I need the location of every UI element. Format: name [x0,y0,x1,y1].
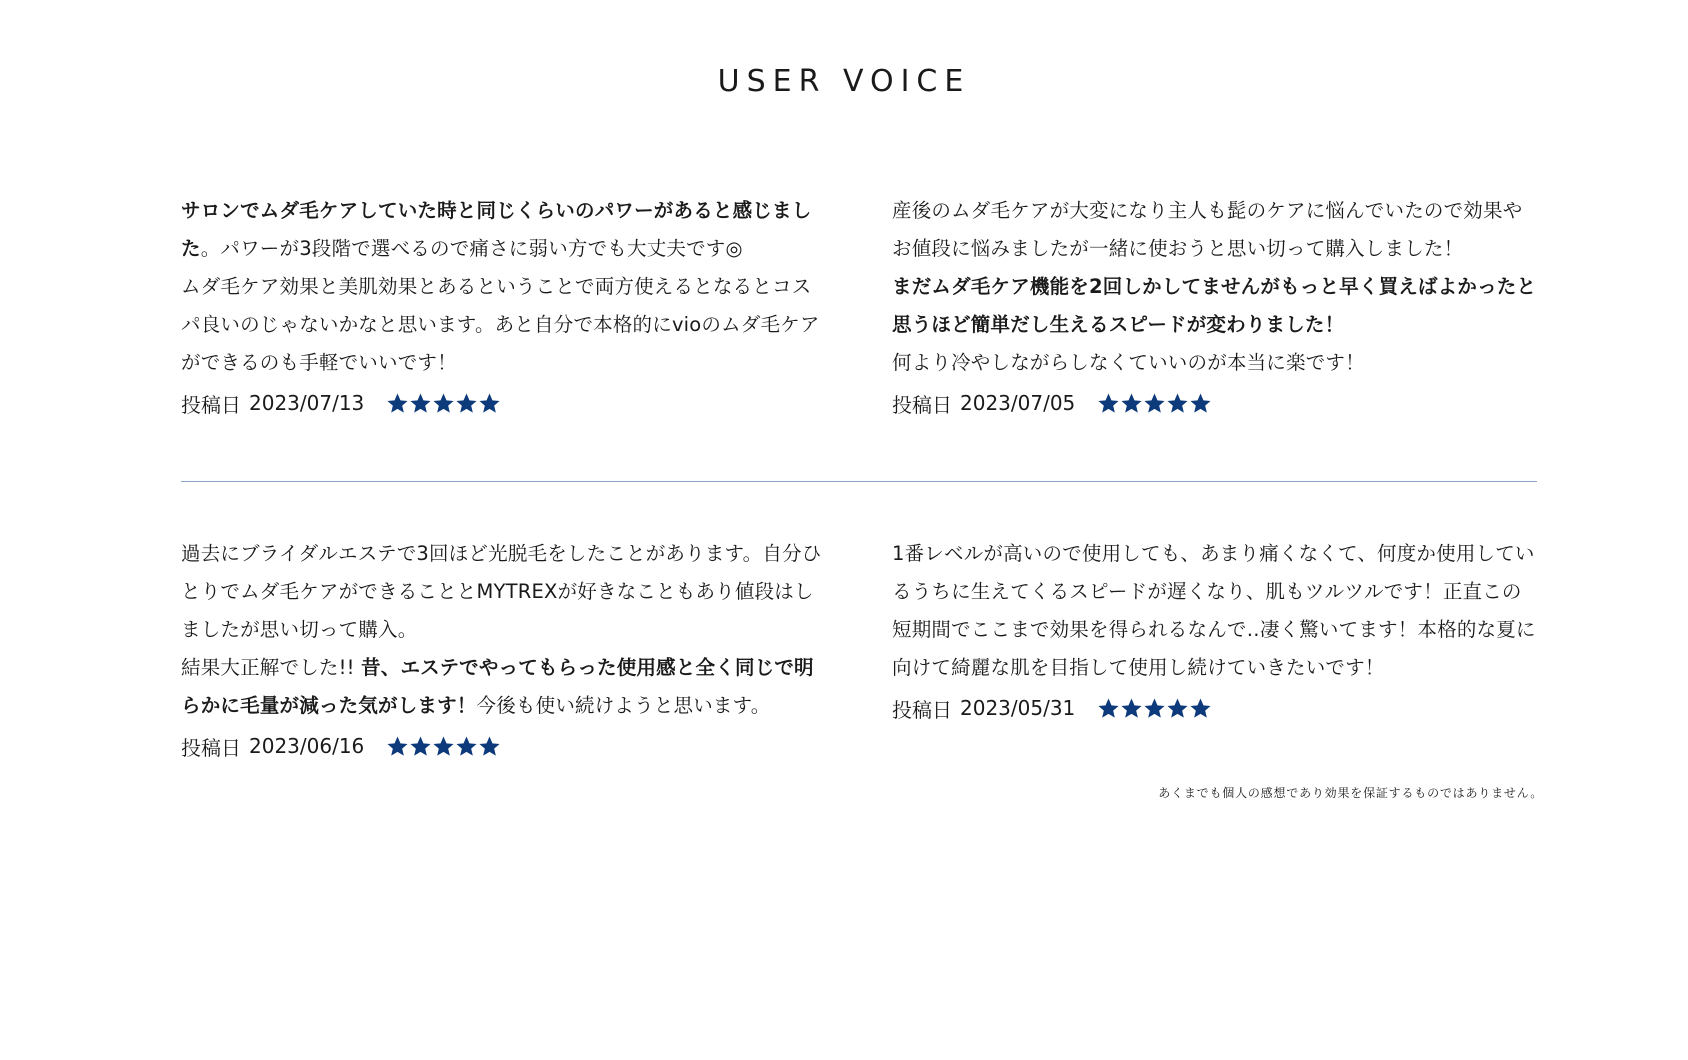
review-text-run: 。パワーが3段階で選べるので痛さに弱い方でも大丈夫です◎ [200,237,743,260]
review-card [181,192,829,419]
review-date: 2023/05/31 [960,696,1076,720]
review-text-run: 産後のムダ毛ケアが大変になり主人も髭のケアに悩んでいたので効果やお値段に悩みましたが一緒に使おうと思い切って購入しました！ [892,199,1523,260]
star-rating [1097,392,1212,415]
review-text [892,535,1540,687]
star-icon [1189,697,1212,720]
star-icon [1143,697,1166,720]
star-icon [1189,392,1212,415]
review-text-highlight: まだムダ毛ケア機能を2回しかしてませんがもっと早く買えばよかったと思うほど簡単だし生えるスピードが変わりました！ [892,275,1537,336]
review-text-highlight: サロンでムダ毛ケアしていた時と同じくらいのパワーがあると感じました [181,199,812,260]
star-icon [432,392,455,415]
review-text-run: ムダ毛ケア効果と美肌効果とあるということで両方使えるとなるとコスパ良いのじゃないかなと思います。あと自分で本格的にvioのムダ毛ケアができるのも手軽でいいです！ [181,275,820,374]
review-text [181,192,829,382]
star-icon [1166,392,1189,415]
review-text-run: 何より冷やしながらしなくていいのが本当に楽です！ [892,351,1365,374]
star-rating [386,392,501,415]
review-meta [181,387,829,419]
review-text-run: 過去にブライダルエステで3回ほど光脱毛をしたことがあります。自分ひとりでムダ毛ケアができることとMYTREXが好きなこともあり値段はしましたが思い切って購入。 [181,542,822,641]
review-date: 2023/07/05 [960,391,1076,415]
review-date: 2023/06/16 [249,734,365,758]
review-meta [892,387,1540,419]
star-icon [478,735,501,758]
review-meta [892,692,1540,724]
star-icon [455,735,478,758]
disclaimer-note: あくまでも個人の感想であり効果を保証するものではありません。 [1158,786,1543,800]
review-date-label: 投稿日 [181,392,241,417]
star-icon [1166,697,1189,720]
review-text [892,192,1540,382]
review-text-run: 結果大正解でした!! [181,656,362,679]
star-icon [1097,392,1120,415]
star-icon [386,392,409,415]
review-date: 2023/07/13 [249,391,365,415]
review-card [892,192,1540,419]
divider [181,481,1537,482]
star-icon [478,392,501,415]
star-icon [1120,392,1143,415]
star-icon [432,735,455,758]
review-text [181,535,829,725]
section-title: USER VOICE [717,64,971,99]
review-date-label: 投稿日 [892,697,952,722]
star-rating [386,735,501,758]
star-icon [409,735,432,758]
review-date-label: 投稿日 [181,735,241,760]
star-icon [1120,697,1143,720]
star-icon [1143,392,1166,415]
review-meta [181,730,829,762]
star-icon [386,735,409,758]
star-icon [1097,697,1120,720]
review-text-run: 1番レベルが高いので使用しても、あまり痛くなくて、何度か使用しているうちに生えてくるスピードが遅くなり、肌もツルツルです！正直この短期間でここまで効果を得られるなんで‥凄く驚いてます！本格的な夏に向けて綺麗な肌を目指して使用し続けていきたいです！ [892,542,1536,679]
review-text-highlight: 昔、エステでやってもらった使用感と全く同じで明らかに毛量が減った気がします！ [181,656,814,717]
star-icon [455,392,478,415]
star-rating [1097,697,1212,720]
review-date-label: 投稿日 [892,392,952,417]
review-card [892,535,1540,724]
star-icon [409,392,432,415]
review-card [181,535,829,762]
review-text-run: 今後も使い続けようと思います。 [476,694,771,717]
